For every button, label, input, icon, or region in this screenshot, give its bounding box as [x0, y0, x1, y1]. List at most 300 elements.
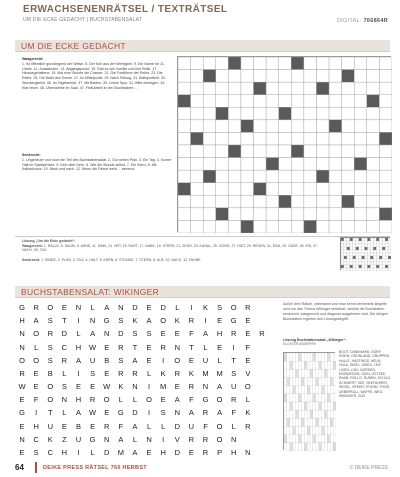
crossword-cell[interactable] — [329, 220, 342, 233]
crossword-cell[interactable] — [216, 145, 229, 158]
crossword-cell[interactable] — [241, 70, 254, 83]
word-search-cell[interactable]: R — [245, 303, 251, 312]
word-search-cell[interactable]: N — [231, 434, 237, 444]
word-search-cell[interactable]: N — [174, 342, 180, 352]
crossword-cell[interactable] — [203, 120, 216, 133]
word-search-cell[interactable]: R — [202, 447, 209, 457]
word-search-cell[interactable]: N — [132, 382, 138, 391]
crossword-cell[interactable] — [279, 145, 292, 158]
word-search-cell[interactable]: G — [202, 395, 209, 405]
crossword-cell[interactable] — [279, 82, 292, 95]
crossword-cell[interactable] — [191, 120, 204, 133]
word-search-cell[interactable]: S — [47, 342, 53, 352]
crossword-cell[interactable] — [291, 220, 304, 233]
word-search-cell[interactable]: O — [216, 434, 223, 444]
crossword-cell[interactable] — [266, 120, 279, 133]
crossword-cell[interactable] — [254, 145, 267, 158]
crossword-cell[interactable] — [367, 158, 380, 171]
word-search-cell[interactable]: E — [146, 303, 152, 312]
crossword-cell[interactable] — [178, 120, 191, 133]
word-search-cell[interactable]: D — [160, 303, 166, 312]
word-search-cell[interactable]: K — [160, 368, 166, 378]
word-search-cell[interactable]: R — [188, 434, 195, 444]
crossword-cell[interactable] — [203, 132, 216, 145]
crossword-cell[interactable] — [379, 183, 392, 196]
crossword-cell[interactable] — [316, 107, 329, 120]
crossword-cell[interactable] — [304, 57, 317, 70]
word-search-cell[interactable]: K — [132, 316, 138, 326]
word-search-cell[interactable]: I — [77, 316, 80, 326]
word-search-cell[interactable]: E — [104, 342, 110, 352]
word-search-cell[interactable]: H — [75, 395, 82, 405]
crossword-cell[interactable] — [379, 70, 392, 83]
crossword-cell[interactable] — [216, 195, 229, 208]
word-search-cell[interactable]: A — [75, 408, 81, 418]
crossword-cell[interactable] — [342, 95, 355, 108]
word-search-cell[interactable]: N — [118, 303, 124, 312]
crossword-cell[interactable] — [241, 82, 254, 95]
word-search-cell[interactable]: I — [204, 316, 207, 326]
crossword-cell[interactable] — [216, 170, 229, 183]
word-search-cell[interactable]: E — [19, 421, 25, 431]
word-search-cell[interactable]: K — [245, 408, 251, 418]
crossword-cell[interactable] — [203, 220, 216, 233]
crossword-cell[interactable] — [216, 70, 229, 83]
crossword-cell[interactable] — [329, 145, 342, 158]
crossword-cell[interactable] — [178, 145, 191, 158]
crossword-cell[interactable] — [379, 95, 392, 108]
crossword-cell[interactable] — [241, 183, 254, 196]
word-search-cell[interactable] — [255, 314, 269, 327]
word-search-cell[interactable] — [255, 341, 269, 354]
crossword-cell[interactable] — [304, 158, 317, 171]
crossword-cell[interactable] — [254, 158, 267, 171]
crossword-cell[interactable] — [254, 95, 267, 108]
crossword-cell[interactable] — [304, 107, 317, 120]
word-search-cell[interactable]: F — [118, 421, 124, 431]
word-search-cell[interactable]: E — [217, 316, 223, 326]
crossword-cell[interactable] — [354, 170, 367, 183]
word-search-cell[interactable]: F — [203, 421, 208, 431]
crossword-cell[interactable] — [203, 82, 216, 95]
crossword-cell[interactable] — [203, 57, 216, 70]
crossword-cell[interactable] — [367, 132, 380, 145]
crossword-cell[interactable] — [216, 82, 229, 95]
crossword-cell[interactable] — [329, 132, 342, 145]
word-search-cell[interactable]: F — [231, 408, 236, 418]
crossword-cell[interactable] — [367, 220, 380, 233]
crossword-cell[interactable] — [266, 95, 279, 108]
word-search-cell[interactable]: N — [19, 434, 25, 444]
crossword-cell[interactable] — [279, 220, 292, 233]
crossword-cell[interactable] — [279, 132, 292, 145]
word-search-cell[interactable]: O — [160, 316, 167, 326]
crossword-cell[interactable] — [191, 208, 204, 221]
crossword-cell[interactable] — [291, 120, 304, 133]
word-search-cell[interactable]: U — [188, 421, 195, 431]
word-search-cell[interactable]: N — [104, 434, 110, 444]
crossword-cell[interactable] — [342, 82, 355, 95]
crossword-cell[interactable] — [367, 70, 380, 83]
crossword-cell[interactable] — [342, 220, 355, 233]
crossword-cell[interactable] — [241, 195, 254, 208]
word-search-cell[interactable] — [255, 367, 269, 380]
word-search-cell[interactable]: M — [216, 368, 223, 378]
word-search-cell[interactable]: O — [216, 421, 223, 431]
crossword-cell[interactable] — [254, 57, 267, 70]
word-search-cell[interactable]: E — [245, 329, 251, 339]
word-search-cell[interactable]: K — [174, 316, 180, 326]
crossword-cell[interactable] — [291, 158, 304, 171]
word-search-cell[interactable]: D — [132, 303, 138, 312]
word-search-cell[interactable]: D — [174, 447, 180, 457]
word-search-cell[interactable]: K — [188, 368, 194, 378]
crossword-cell[interactable] — [178, 208, 191, 221]
word-search-cell[interactable]: L — [146, 368, 152, 378]
crossword-cell[interactable] — [191, 70, 204, 83]
word-search-cell[interactable]: E — [90, 421, 96, 431]
word-search-cell[interactable]: H — [75, 342, 82, 352]
word-search-cell[interactable]: S — [47, 316, 53, 326]
word-search-cell[interactable]: W — [89, 408, 97, 418]
word-search-cell[interactable]: S — [33, 447, 39, 457]
crossword-cell[interactable] — [342, 145, 355, 158]
crossword-cell[interactable] — [241, 158, 254, 171]
word-search-cell[interactable]: L — [161, 421, 166, 431]
word-search-cell[interactable]: L — [62, 368, 67, 378]
word-search-cell[interactable]: W — [103, 382, 111, 391]
crossword-cell[interactable] — [203, 183, 216, 196]
word-search-cell[interactable]: I — [162, 355, 165, 365]
crossword-cell[interactable] — [379, 120, 392, 133]
word-search-cell[interactable]: L — [175, 303, 180, 312]
crossword-cell[interactable] — [191, 145, 204, 158]
word-search-cell[interactable]: L — [34, 342, 39, 352]
crossword-cell[interactable] — [379, 82, 392, 95]
word-search-cell[interactable]: A — [132, 355, 138, 365]
word-search-cell[interactable]: E — [90, 382, 96, 391]
crossword-cell[interactable] — [266, 132, 279, 145]
crossword-cell[interactable] — [203, 158, 216, 171]
word-search-cell[interactable]: I — [77, 368, 80, 378]
crossword-cell[interactable] — [316, 195, 329, 208]
word-search-cell[interactable]: R — [188, 316, 195, 326]
word-search-cell[interactable]: E — [245, 316, 251, 326]
word-search-cell[interactable]: D — [174, 421, 180, 431]
word-search-cell[interactable]: I — [148, 382, 151, 391]
crossword-cell[interactable] — [266, 208, 279, 221]
word-search-cell[interactable]: K — [118, 382, 124, 391]
word-search-cell[interactable]: S — [231, 368, 237, 378]
word-search-cell[interactable]: S — [132, 329, 138, 339]
word-search-cell[interactable]: P — [217, 447, 223, 457]
word-search-cell[interactable]: V — [245, 368, 251, 378]
word-search-cell[interactable]: T — [47, 408, 53, 418]
crossword-cell[interactable] — [316, 208, 329, 221]
crossword-cell[interactable] — [266, 170, 279, 183]
word-search-cell[interactable]: S — [160, 408, 166, 418]
word-search-cell[interactable]: F — [245, 342, 251, 352]
word-search-cell[interactable]: R — [33, 303, 39, 312]
crossword-cell[interactable] — [329, 107, 342, 120]
word-search-cell[interactable]: E — [19, 447, 25, 457]
crossword-cell[interactable] — [329, 183, 342, 196]
word-search-cell[interactable]: A — [217, 408, 223, 418]
crossword-cell[interactable] — [367, 120, 380, 133]
crossword-cell[interactable] — [178, 158, 191, 171]
crossword-cell[interactable] — [316, 120, 329, 133]
word-search-cell[interactable]: E — [19, 395, 25, 405]
crossword-cell[interactable] — [191, 220, 204, 233]
crossword-cell[interactable] — [304, 208, 317, 221]
word-search-cell[interactable]: A — [90, 329, 96, 339]
word-search-cell[interactable]: S — [146, 329, 152, 339]
crossword-cell[interactable] — [279, 57, 292, 70]
crossword-cell[interactable] — [329, 70, 342, 83]
crossword-cell[interactable] — [279, 158, 292, 171]
crossword-cell[interactable] — [266, 107, 279, 120]
crossword-cell[interactable] — [216, 183, 229, 196]
crossword-cell[interactable] — [379, 195, 392, 208]
word-search-cell[interactable]: R — [231, 329, 237, 339]
word-search-cell[interactable]: R — [19, 368, 25, 378]
crossword-cell[interactable] — [178, 195, 191, 208]
crossword-cell[interactable] — [354, 132, 367, 145]
word-search-cell[interactable]: A — [146, 316, 152, 326]
crossword-cell[interactable] — [316, 158, 329, 171]
word-search-cell[interactable]: O — [47, 303, 54, 312]
word-search-cell[interactable]: N — [104, 329, 110, 339]
crossword-cell[interactable] — [191, 170, 204, 183]
word-search-cell[interactable]: A — [188, 408, 194, 418]
crossword-cell[interactable] — [304, 82, 317, 95]
crossword-cell[interactable] — [254, 208, 267, 221]
word-search-cell[interactable]: N — [174, 408, 180, 418]
word-search-cell[interactable]: L — [132, 395, 138, 405]
crossword-cell[interactable] — [266, 70, 279, 83]
crossword-cell[interactable] — [354, 195, 367, 208]
crossword-cell[interactable] — [316, 183, 329, 196]
word-search-cell[interactable]: K — [202, 303, 208, 312]
crossword-cell[interactable] — [367, 82, 380, 95]
crossword-cell[interactable] — [241, 107, 254, 120]
word-search-cell[interactable]: R — [174, 368, 180, 378]
word-search-cell[interactable]: E — [61, 303, 67, 312]
crossword-cell[interactable] — [228, 170, 241, 183]
word-search-cell[interactable]: S — [217, 303, 223, 312]
word-search-cell[interactable]: R — [188, 382, 195, 391]
word-search-cell[interactable]: L — [62, 408, 67, 418]
word-search-cell[interactable]: C — [47, 447, 53, 457]
word-search-cell[interactable]: G — [117, 408, 124, 418]
crossword-cell[interactable] — [379, 145, 392, 158]
crossword-cell[interactable] — [203, 95, 216, 108]
crossword-cell[interactable] — [316, 57, 329, 70]
word-search-cell[interactable]: E — [245, 355, 251, 365]
word-search-cell[interactable] — [255, 380, 269, 393]
crossword-cell[interactable] — [228, 107, 241, 120]
crossword-svg[interactable] — [178, 57, 392, 233]
crossword-cell[interactable] — [178, 132, 191, 145]
crossword-cell[interactable] — [216, 57, 229, 70]
word-search-cell[interactable]: A — [33, 316, 39, 326]
word-search-cell[interactable]: R — [61, 355, 68, 365]
word-search-cell[interactable]: R — [202, 408, 209, 418]
word-search-cell[interactable]: W — [89, 342, 97, 352]
word-search-cell[interactable]: A — [217, 382, 223, 391]
word-search-cell[interactable]: N — [89, 316, 96, 326]
word-search-cell[interactable]: T — [189, 342, 194, 352]
crossword-cell[interactable] — [266, 145, 279, 158]
crossword-cell[interactable] — [266, 183, 279, 196]
crossword-cell[interactable] — [329, 95, 342, 108]
crossword-cell[interactable] — [329, 158, 342, 171]
crossword-cell[interactable] — [291, 107, 304, 120]
crossword-cell[interactable] — [228, 195, 241, 208]
word-search-cell[interactable]: I — [148, 408, 151, 418]
word-search-cell[interactable]: O — [47, 382, 54, 391]
crossword-cell[interactable] — [279, 170, 292, 183]
word-search-cell[interactable]: R — [132, 368, 138, 378]
word-search-cell[interactable]: Z — [62, 434, 67, 444]
crossword-cell[interactable] — [241, 132, 254, 145]
crossword-cell[interactable] — [228, 220, 241, 233]
word-search-cell[interactable]: M — [202, 368, 209, 378]
crossword-cell[interactable] — [329, 195, 342, 208]
word-search-cell[interactable]: R — [89, 395, 96, 405]
word-search-cell[interactable]: L — [217, 355, 222, 365]
crossword-cell[interactable] — [354, 145, 367, 158]
crossword-cell[interactable] — [354, 95, 367, 108]
word-search-cell[interactable]: B — [47, 368, 53, 378]
crossword-cell[interactable] — [228, 95, 241, 108]
crossword-cell[interactable] — [191, 82, 204, 95]
crossword-cell[interactable] — [367, 183, 380, 196]
crossword-cell[interactable] — [291, 132, 304, 145]
word-search-cell[interactable]: U — [89, 355, 96, 365]
crossword-cell[interactable] — [203, 208, 216, 221]
crossword-cell[interactable] — [329, 82, 342, 95]
word-search-cell[interactable]: N — [75, 303, 82, 312]
crossword-cell[interactable] — [203, 145, 216, 158]
word-search-cell[interactable]: T — [62, 316, 67, 326]
word-search-cell[interactable]: H — [19, 316, 25, 326]
crossword-cell[interactable] — [354, 208, 367, 221]
word-search-cell[interactable]: C — [61, 342, 68, 352]
crossword-cell[interactable] — [304, 120, 317, 133]
word-search-cell[interactable]: D — [118, 329, 124, 339]
crossword-cell[interactable] — [216, 120, 229, 133]
word-search-cell[interactable]: A — [174, 395, 180, 405]
crossword-cell[interactable] — [367, 170, 380, 183]
crossword-cell[interactable] — [291, 208, 304, 221]
crossword-cell[interactable] — [367, 107, 380, 120]
crossword-cell[interactable] — [191, 107, 204, 120]
word-search-cell[interactable]: R — [160, 342, 166, 352]
word-search-cell[interactable]: N — [61, 395, 68, 405]
word-search-cell[interactable]: K — [47, 434, 53, 444]
word-search-cell[interactable]: N — [146, 434, 152, 444]
word-search-cell[interactable]: I — [232, 342, 235, 352]
word-search-cell[interactable]: O — [19, 355, 25, 365]
word-search-cell[interactable]: E — [61, 421, 67, 431]
word-search-cell[interactable]: A — [132, 421, 138, 431]
crossword-cell[interactable] — [367, 57, 380, 70]
word-search-cell[interactable]: M — [117, 447, 124, 457]
crossword-cell[interactable] — [316, 95, 329, 108]
crossword-cell[interactable] — [203, 195, 216, 208]
word-search-cell[interactable]: E — [146, 447, 152, 457]
crossword-cell[interactable] — [178, 82, 191, 95]
crossword-cell[interactable] — [316, 145, 329, 158]
crossword-cell[interactable] — [342, 57, 355, 70]
crossword-cell[interactable] — [316, 220, 329, 233]
crossword-cell[interactable] — [379, 220, 392, 233]
word-search-cell[interactable]: L — [90, 303, 95, 312]
word-search-cell[interactable]: E — [146, 355, 152, 365]
word-search-cell[interactable]: U — [47, 421, 53, 431]
word-search-cell[interactable]: B — [75, 421, 81, 431]
crossword-cell[interactable] — [342, 183, 355, 196]
crossword-cell[interactable] — [241, 57, 254, 70]
crossword-cell[interactable] — [178, 57, 191, 70]
word-search-cell[interactable]: E — [160, 395, 166, 405]
crossword-cell[interactable] — [191, 57, 204, 70]
crossword-cell[interactable] — [379, 158, 392, 171]
crossword-cell[interactable] — [228, 120, 241, 133]
crossword-cell[interactable] — [304, 70, 317, 83]
word-search-cell[interactable]: O — [33, 329, 40, 339]
word-search-cell[interactable]: H — [61, 447, 68, 457]
crossword-cell[interactable] — [254, 195, 267, 208]
crossword-cell[interactable] — [291, 95, 304, 108]
word-search-cell[interactable]: S — [118, 316, 124, 326]
crossword-cell[interactable] — [291, 70, 304, 83]
word-search-cell[interactable]: O — [103, 395, 110, 405]
word-search-cell[interactable]: R — [118, 342, 124, 352]
word-search-cell[interactable] — [255, 406, 269, 419]
crossword-cell[interactable] — [379, 170, 392, 183]
crossword-cell[interactable] — [228, 183, 241, 196]
crossword-cell[interactable] — [178, 70, 191, 83]
crossword-cell[interactable] — [228, 158, 241, 171]
crossword-cell[interactable] — [354, 70, 367, 83]
word-search-cell[interactable]: R — [118, 368, 124, 378]
crossword-cell[interactable] — [228, 208, 241, 221]
word-search-grid[interactable] — [15, 301, 269, 459]
crossword-cell[interactable] — [266, 57, 279, 70]
word-search-cell[interactable]: O — [146, 395, 152, 405]
crossword-cell[interactable] — [342, 208, 355, 221]
crossword-cell[interactable] — [367, 195, 380, 208]
crossword-cell[interactable] — [254, 170, 267, 183]
word-search-cell[interactable]: S — [118, 355, 124, 365]
crossword-cell[interactable] — [342, 170, 355, 183]
crossword-cell[interactable] — [304, 170, 317, 183]
crossword-cell[interactable] — [241, 145, 254, 158]
word-search-cell[interactable]: E — [188, 355, 194, 365]
word-search-cell[interactable]: F — [189, 395, 194, 405]
crossword-cell[interactable] — [254, 132, 267, 145]
word-search-cell[interactable]: A — [202, 329, 208, 339]
crossword-cell[interactable] — [354, 107, 367, 120]
crossword-cell[interactable] — [254, 70, 267, 83]
word-search-cell[interactable] — [241, 433, 255, 446]
crossword-cell[interactable] — [342, 107, 355, 120]
crossword-cell[interactable] — [254, 220, 267, 233]
crossword-cell[interactable] — [329, 208, 342, 221]
word-search-cell[interactable]: L — [146, 421, 152, 431]
